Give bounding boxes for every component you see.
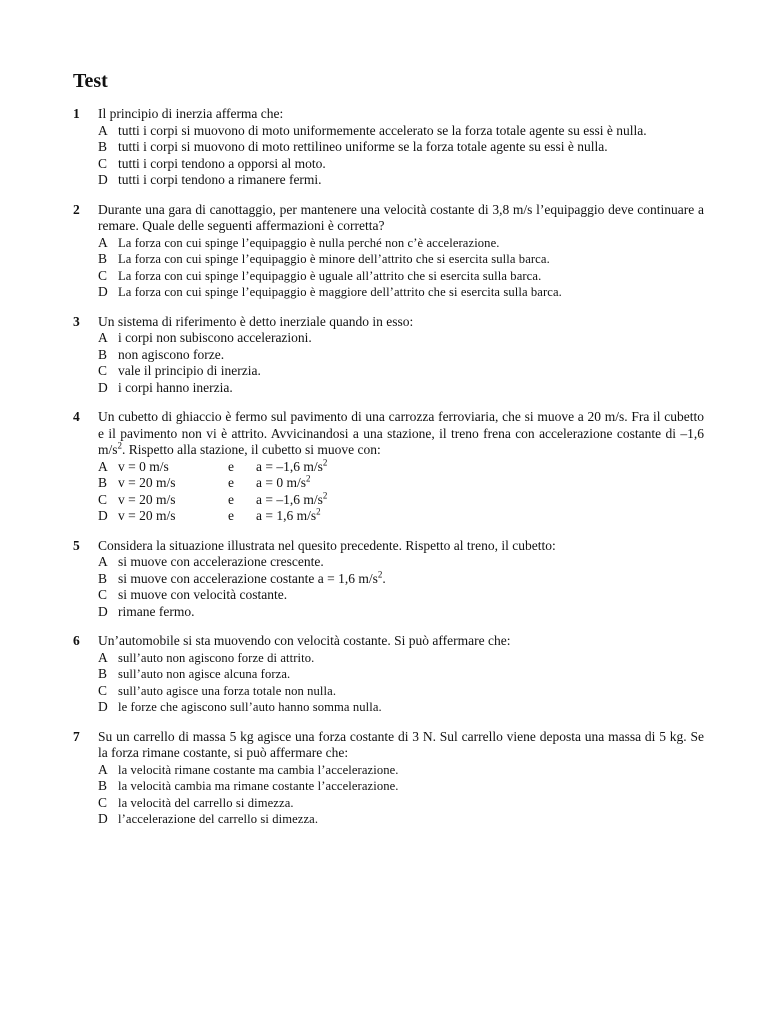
option-text: si muove con accelerazione costante a = 1,6 $m/s^2$. [118, 569, 386, 586]
option-letter: C [98, 363, 108, 378]
option-text: i corpi non subiscono accelerazioni. [118, 330, 312, 345]
option-letter: D [98, 811, 108, 826]
option-letter: B [98, 251, 108, 266]
question-stem: Un’automobile si sta muovendo con velocità costante. Si può affermare che: [98, 633, 511, 648]
option-letter: D [98, 172, 108, 187]
option-c [98, 492, 704, 509]
option-text: la velocità cambia ma rimane costante l’accelerazione. [118, 779, 399, 793]
question-stem: Considera la situazione illustrata nel quesito precedente. Rispetto al treno, il cubetto: [98, 537, 556, 553]
question-number: 2 [73, 201, 80, 217]
joiner: e [228, 475, 234, 490]
option-c [98, 683, 704, 700]
option-b [98, 251, 704, 268]
option-d [98, 508, 704, 525]
option-text: le forze che agiscono sull’auto hanno somma nulla. [118, 700, 382, 714]
acceleration-value: a = –1,6 $m/s^2$ [256, 457, 328, 474]
option-d [98, 811, 704, 828]
option-d [98, 699, 704, 716]
option-letter: A [98, 554, 108, 569]
option-c [98, 587, 704, 604]
option-text: rimane fermo. [118, 603, 195, 619]
acceleration-value: a = 0 $m/s^2$ [256, 473, 311, 490]
option-a [98, 554, 704, 571]
question-number: 5 [73, 537, 80, 553]
velocity-value: v = 20 m/s [118, 475, 176, 490]
question-2 [0, 202, 768, 301]
question-1 [0, 106, 768, 189]
option-a [98, 123, 704, 140]
option-letter: C [98, 794, 108, 810]
option-a [98, 330, 704, 347]
option-letter: B [98, 666, 108, 681]
option-letter: A [98, 649, 108, 665]
joiner: e [228, 491, 234, 507]
option-c [98, 156, 704, 173]
option-text: tutti i corpi si muovono di moto rettilineo uniforme se la forza totale agente su essi è nulla. [118, 139, 608, 154]
option-text: si muove con accelerazione crescente. [118, 554, 324, 569]
option-b [98, 139, 704, 156]
option-letter: C [98, 267, 108, 283]
option-letter: A [98, 458, 108, 474]
option-d [98, 172, 704, 189]
option-b [98, 347, 704, 364]
option-d [98, 380, 704, 397]
option-letter: B [98, 570, 108, 586]
option-text: l’accelerazione del carrello si dimezza. [118, 812, 319, 826]
option-text: tutti i corpi tendono a rimanere fermi. [118, 172, 322, 187]
question-stem: Il principio di inerzia afferma che: [98, 106, 284, 121]
option-letter: D [98, 603, 108, 619]
option-a [98, 762, 704, 779]
option-text: sull’auto non agiscono forze di attrito. [118, 650, 315, 665]
option-text: La forza con cui spinge l’equipaggio è uguale all’attrito che si esercita sulla barca. [118, 268, 542, 283]
option-text: i corpi hanno inerzia. [118, 379, 233, 395]
question-7 [0, 729, 768, 828]
option-text: la velocità rimane costante ma cambia l’accelerazione. [118, 762, 399, 777]
question-number: 6 [73, 633, 80, 648]
option-text: vale il principio di inerzia. [118, 363, 261, 378]
option-letter: C [98, 491, 108, 507]
option-text: la velocità del carrello si dimezza. [118, 795, 294, 810]
option-c [98, 363, 704, 380]
stem-text: Un cubetto di ghiaccio è fermo sul pavimento di una carrozza ferroviaria, che si muove a 20 m/s. Fra il cubetto e il pavimento non vi è attrito. Avvicinandosi a una stazione, il treno frena con accelerazione costante di –1,6 m/s [98, 409, 704, 457]
superscript: 2 [117, 440, 123, 451]
option-letter: B [98, 475, 108, 490]
option-letter: B [98, 139, 108, 154]
option-letter: D [98, 699, 108, 714]
option-c [98, 268, 704, 285]
option-a [98, 650, 704, 667]
stem-text: . Rispetto alla stazione, il cubetto si muove con: [122, 442, 381, 457]
option-letter: A [98, 761, 108, 777]
option-letter: A [98, 330, 108, 345]
option-text: sull’auto non agisce alcuna forza. [118, 667, 291, 681]
option-letter: A [98, 234, 108, 250]
question-number: 4 [73, 409, 80, 424]
question-stem [98, 409, 704, 459]
option-b [98, 666, 704, 683]
option-letter: C [98, 682, 108, 698]
option-text: La forza con cui spinge l’equipaggio è nulla perché non c’è accelerazione. [118, 235, 500, 250]
option-text: La forza con cui spinge l’equipaggio è minore dell’attrito che si esercita sulla barca. [118, 252, 550, 266]
option-letter: C [98, 587, 108, 602]
velocity-value: v = 0 m/s [118, 458, 169, 474]
option-text: sull’auto agisce una forza totale non nulla. [118, 683, 337, 698]
option-text: tutti i corpi tendono a opporsi al moto. [118, 155, 326, 171]
question-list [0, 106, 768, 841]
question-stem: Su un carrello di massa 5 kg agisce una forza costante di 3 N. Sul carrello viene deposta una massa di 5 kg. Se la forza rimane costante, si può affermare che: [98, 728, 704, 760]
velocity-value: v = 20 m/s [118, 491, 176, 507]
question-stem: Un sistema di riferimento è detto inerziale quando in esso: [98, 313, 414, 329]
acceleration-value: a = 1,6 $m/s^2$ [256, 506, 321, 523]
page-title: Test [73, 70, 108, 92]
option-letter: B [98, 778, 108, 793]
option-letter: D [98, 284, 108, 299]
option-b [98, 475, 704, 492]
option-letter: D [98, 379, 108, 395]
joiner: e [228, 458, 234, 474]
option-d [98, 284, 704, 301]
joiner: e [228, 508, 234, 523]
option-letter: D [98, 508, 108, 523]
option-a [98, 459, 704, 476]
question-6 [0, 633, 768, 716]
option-c [98, 795, 704, 812]
question-5 [0, 538, 768, 621]
option-text: tutti i corpi si muovono di moto uniformemente accelerato se la forza totale agente su essi è nulla. [118, 122, 647, 138]
option-b [98, 571, 704, 588]
question-number: 1 [73, 106, 80, 121]
option-b [98, 778, 704, 795]
question-number: 3 [73, 313, 80, 329]
question-number: 7 [73, 728, 80, 744]
question-3 [0, 314, 768, 397]
option-text: La forza con cui spinge l’equipaggio è maggiore dell’attrito che si esercita sulla barca. [118, 285, 562, 299]
option-a [98, 235, 704, 252]
acceleration-value: a = –1,6 $m/s^2$ [256, 490, 328, 507]
option-text: non agiscono forze. [118, 346, 225, 362]
option-letter: C [98, 155, 108, 171]
option-letter: B [98, 346, 108, 362]
velocity-value: v = 20 m/s [118, 508, 176, 523]
question-4 [0, 409, 768, 525]
option-d [98, 604, 704, 621]
question-stem: Durante una gara di canottaggio, per mantenere una velocità costante di 3,8 m/s l’equipaggio deve continuare a remare. Quale delle seguenti affermazioni è corretta? [98, 201, 704, 233]
option-text: si muove con velocità costante. [118, 587, 288, 602]
option-letter: A [98, 122, 108, 138]
